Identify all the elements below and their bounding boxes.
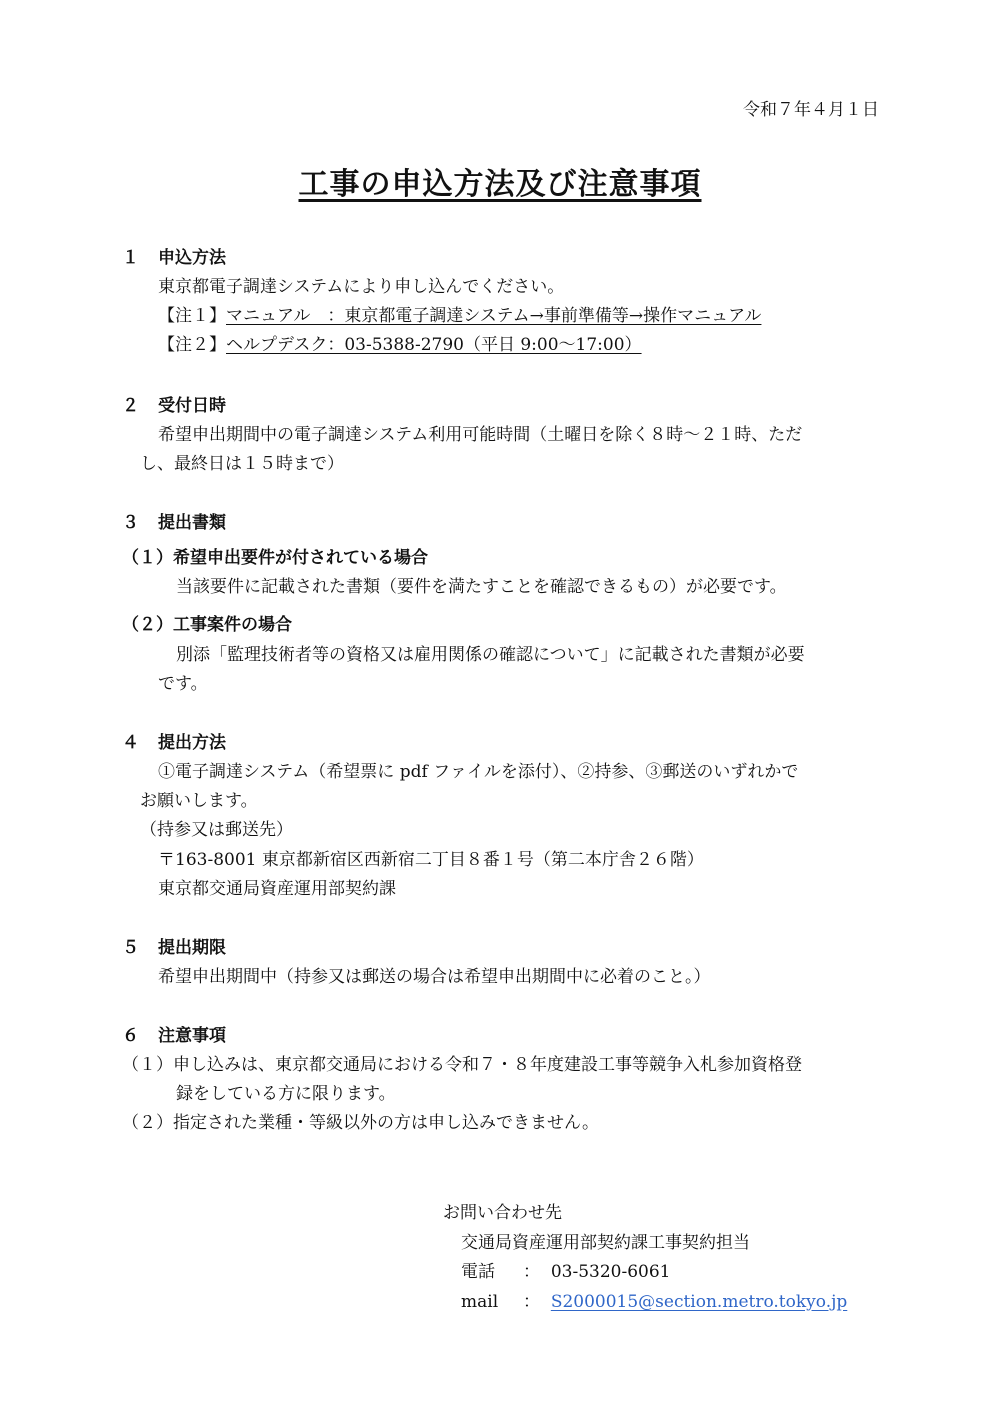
- section-5-text: 希望申出期間中（持参又は郵送の場合は希望申出期間中に必着のこと。）: [158, 967, 711, 987]
- section-number: ６: [122, 1026, 139, 1046]
- note-2: [158, 335, 642, 356]
- section-3-sub-1-text: 当該要件に記載された書類（要件を満たすことを確認できるもの）が必要です。: [176, 577, 787, 597]
- delivery-address-label: （持参又は郵送先）: [140, 820, 293, 840]
- section-2-text-line-2: し、最終日は１５時まで）: [140, 454, 344, 474]
- section-4-text-line-1: ①電子調達システム（希望票に pdf ファイルを添付）、②持参、③郵送のいずれかで: [158, 762, 799, 782]
- section-3-sub-2-text-line-2: です。: [158, 674, 208, 694]
- section-number: １: [122, 248, 139, 268]
- section-title: 提出方法: [158, 733, 226, 753]
- section-4-heading: [122, 733, 226, 754]
- note-1-prefix: 【注１】: [158, 306, 226, 326]
- section-2-heading: [122, 396, 226, 417]
- section-title: 提出期限: [158, 938, 226, 958]
- section-number: ３: [122, 513, 139, 533]
- note-2-helpdesk: ヘルプデスク：03-5388-2790（平日 9:00～17:00）: [226, 335, 642, 355]
- contact-mail-row: [461, 1292, 847, 1313]
- contact-phone-row: [461, 1262, 670, 1283]
- section-4-text-line-2: お願いします。: [140, 791, 258, 811]
- section-1-text: 東京都電子調達システムにより申し込んでください。: [158, 277, 565, 297]
- section-6-item-1-line-1: （１）申し込みは、東京都交通局における令和７・８年度建設工事等競争入札参加資格登: [122, 1055, 802, 1075]
- mail-separator: ：: [523, 1292, 540, 1312]
- section-title: 申込方法: [158, 248, 226, 268]
- email-link[interactable]: S2000015@section.metro.tokyo.jp: [550, 1292, 848, 1312]
- document-date: 令和７年４月１日: [743, 100, 879, 120]
- section-3-heading: [122, 513, 226, 534]
- delivery-address: 〒163-8001 東京都新宿区西新宿二丁目８番１号（第二本庁舎２６階）: [158, 850, 704, 870]
- mail-label: mail: [461, 1292, 499, 1312]
- page-title: 工事の申込方法及び注意事項: [298, 167, 702, 202]
- phone-label: 電話: [461, 1262, 495, 1282]
- note-1-manual-path: マニュアル ：東京都電子調達システム→事前準備等→操作マニュアル: [226, 306, 762, 326]
- note-2-prefix: 【注２】: [158, 335, 226, 355]
- section-5-heading: [122, 938, 226, 959]
- section-6-item-1-line-2: 録をしている方に限ります。: [176, 1084, 396, 1104]
- section-3-sub-2-heading: （２）工事案件の場合: [122, 615, 292, 635]
- contact-department: 交通局資産運用部契約課工事契約担当: [461, 1233, 750, 1253]
- contact-heading: お問い合わせ先: [443, 1203, 562, 1223]
- section-title: 受付日時: [158, 396, 226, 416]
- phone-number: 03-5320-6061: [550, 1262, 671, 1282]
- section-number: ２: [122, 396, 139, 416]
- delivery-department: 東京都交通局資産運用部契約課: [158, 879, 396, 899]
- section-2-text-line-1: 希望申出期間中の電子調達システム利用可能時間（土曜日を除く８時～２１時、ただ: [158, 425, 803, 445]
- section-title: 注意事項: [158, 1026, 226, 1046]
- phone-separator: ：: [523, 1262, 540, 1282]
- section-6-item-2: （２）指定された業種・等級以外の方は申し込みできません。: [122, 1113, 600, 1133]
- section-number: ４: [122, 733, 139, 753]
- section-number: ５: [122, 938, 139, 958]
- section-3-sub-1-heading: （１）希望申出要件が付されている場合: [122, 548, 428, 568]
- section-1-heading: [122, 248, 226, 269]
- note-1: [158, 306, 761, 327]
- section-3-sub-2-text-line-1: 別添「監理技術者等の資格又は雇用関係の確認について」に記載された書類が必要: [176, 645, 805, 665]
- section-title: 提出書類: [158, 513, 226, 533]
- section-6-heading: [122, 1026, 226, 1047]
